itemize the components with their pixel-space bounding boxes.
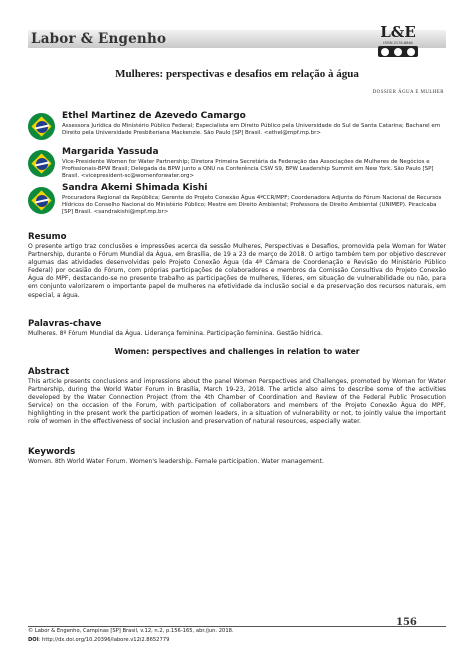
keywords-heading: Keywords — [28, 447, 76, 457]
author-name: Ethel Martinez de Azevedo Camargo — [62, 111, 246, 121]
creative-commons-icon[interactable] — [378, 46, 418, 57]
doi-label: DOI — [28, 637, 39, 643]
english-title: Women: perspectives and challenges in relation to water — [114, 347, 360, 356]
footer-doi — [28, 637, 169, 643]
issn: ISSN 2176-8846 — [383, 40, 413, 45]
journal-logo — [377, 24, 419, 68]
palavras-chave-heading: Palavras-chave — [28, 319, 102, 329]
brazil-flag-icon — [28, 150, 55, 177]
abstract-heading: Abstract — [28, 367, 70, 377]
article-title: Mulheres: perspectivas e desafios em relação à água — [115, 68, 359, 80]
author-affiliation: Assessora Jurídica do Ministério Público Federal; Especialista em Direito Público pela Universidade do Sul de Santa Catarina; Bacharel em Direito pela Universidade Presbiteriana Mackenzie. São Paulo [SP] Brasil. <ethel@mpf.mp.br> — [62, 123, 441, 137]
resumo-text: O presente artigo traz conclusões e impressões acerca da sessão Mulheres, Perspectivas e Desafios, promovida pela Woman for Water Partnership, durante o Fórum Mundial da Água, em Brasília, de 19 a 23 de março de 2018. O artigo também tem por objetivo descrever algumas das atividades desenvolvidas pelo Projeto Conexão Água (da 4ª Câmara de Coordenação e Revisão do Ministério Público Federal) por ocasião do Fórum, com próprias participações de colaboradores e membros da Comissão Consultiva do Projeto Conexão Água do MPF, destacando-se no presente trabalho as participações de mulheres, líderes, em situação de vulnerabilidade ou não, para em conjunto valorizarem o importante papel de mulheres na efetividade da inclusão social e da preservação dos recursos naturais, em especial, a água. — [28, 243, 446, 299]
author-affiliation: Vice-Presidente Women for Water Partnership; Diretora Primeira Secretária da Federação das Associações de Mulheres de Negócios e Profissionais-BPW Brasil; Delegada da BPW junto a ONU na Conferência CSW S9, BPW Leadership Summit em New York. São Paulo [SP] Brasil. <vicepresident-sc@womenforwater.org> — [62, 159, 434, 180]
footer-divider — [28, 626, 446, 627]
page-number: 156 — [396, 617, 417, 628]
author-name: Margarida Yassuda — [62, 147, 159, 157]
abstract-text: This article presents conclusions and impressions about the panel Women Perspectives and Challenges, promoted by Woman for Water Partnership, during the World Water Forum in Brasília, March 19-23, 2018. The article also aims to describe some of the activities developed by the Water Connection Project (from the 4th Chamber of Coordination and Review of the Federal Public Prosecution Service) on the occasion of the Forum, with participation of collaborators and members of the Projeto Conexão Água do MPF, highlighting in the present work the participation of women leaders, in a situation of vulnerability or not, to jointly value the important role of women in the effectiveness of social inclusion and preservation of natural resources, especially water. — [28, 378, 446, 426]
brazil-flag-icon — [28, 113, 55, 140]
brazil-flag-icon — [28, 187, 55, 214]
doi-link[interactable]: : http://dx.doi.org/10.20396/labore.v12i2.8652779 — [38, 637, 170, 643]
author-name: Sandra Akemi Shimada Kishi — [62, 183, 208, 193]
keywords-text: Women. 8th World Water Forum. Women's leadership. Female participation. Water management. — [28, 458, 324, 465]
footer-copyright: © Labor & Engenho, Campinas [SP] Brasil, v.12, n.2, p.156-165, abr./jun. 2018. — [28, 628, 234, 634]
palavras-chave-text: Mulheres. 8º Fórum Mundial da Água. Liderança feminina. Participação feminina. Gestão hídrica. — [28, 330, 323, 337]
logo-text: L&E — [380, 23, 416, 41]
journal-name: Labor & Engenho — [31, 31, 167, 47]
resumo-heading: Resumo — [28, 232, 67, 242]
author-affiliation: Procuradora Regional da República; Gerente do Projeto Conexão Água 4ªCCR/MPF; Coordenadora Adjunta do Fórum Nacional de Recursos Hídricos do Conselho Nacional do Ministério Público; Mestre em Direito Ambiental; Professora de Direito Ambiental (UNIMEP). Piracicaba [SP] Brasil. <sandrakishi@mpf.mp.br> — [62, 195, 442, 216]
section-label: DOSSIER ÁGUA E MULHER — [372, 90, 444, 95]
